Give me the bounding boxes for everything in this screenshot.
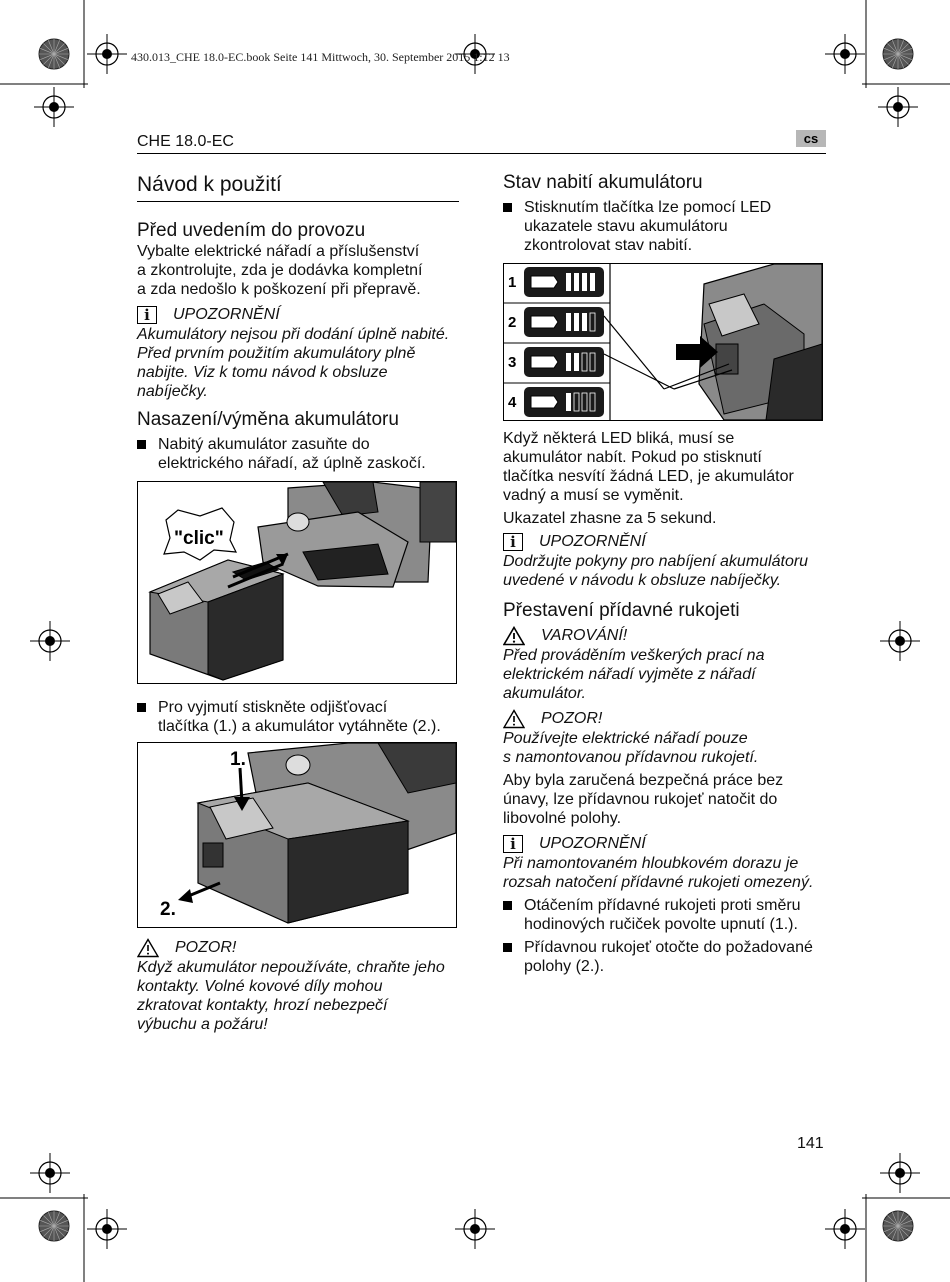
level-row-4 [508,387,604,417]
caution-heading [137,938,459,958]
notice-label: UPOZORNĚNÍ [173,306,280,323]
indicator-off-text: Ukazatel zhasne za 5 sekund. [503,510,717,527]
bullet-square [503,198,524,255]
page-number: 141 [797,1135,824,1152]
notice-text [137,325,459,401]
warning-triangle-icon [503,626,525,646]
notice-heading [137,305,459,325]
caution-label: POZOR! [541,710,603,727]
text-line: tlačítka nesvítí žádná LED, je akumulátor [503,468,794,485]
led-lit [566,273,571,291]
info-icon: i [503,533,523,551]
text-line: Před prováděním veškerých prací na [503,647,765,664]
warning-heading [503,626,826,646]
notice-text [503,552,826,590]
level-row-2 [508,307,604,337]
text-line: Stisknutím tlačítka lze pomocí LED [524,199,772,216]
warning-label: VAROVÁNÍ! [541,627,628,644]
list-item [137,435,459,473]
text-line: vadný a musí se vyměnit. [503,487,684,504]
notice-label: UPOZORNĚNÍ [539,835,646,852]
text-line: Otáčením přídavné rukojeti proti směru [524,897,801,914]
figure-battery-remove [137,742,457,928]
notice-heading [503,834,826,854]
led-lit [566,313,571,331]
level-number: 4 [508,394,517,411]
text-line: libovolné polohy. [503,810,622,827]
text-line: hodinových ručiček povolte upnutí (1.). [524,916,798,933]
text-line: ukazatele stavu akumulátoru [524,218,728,235]
text-line: Když akumulátor nepoužíváte, chraňte jeho [137,959,445,976]
info-icon: i [137,306,157,324]
led-lit [566,353,571,371]
text-line: akumulátor nabít. Pokud po stisknutí [503,449,762,466]
led-lit [582,273,587,291]
text-line: Aby byla zaručená bezpečná práce bez [503,772,784,789]
led-lit [574,353,579,371]
text-line: únavy, lze přídavnou rukojeť natočit do [503,791,778,808]
text-line: Když některá LED bliká, musí se [503,430,735,447]
text-line: akumulátor. [503,685,586,702]
text-line: a zda nedošlo k poškození při přepravě. [137,281,421,298]
text-line: uvedené v návodu k obsluze nabíječky. [503,572,782,589]
right-column [503,172,826,976]
book-file-line: 430.013_CHE 18.0-EC.book Seite 141 Mittwoch, 30. September 2015 1:12 13 [131,50,510,64]
notice-label: UPOZORNĚNÍ [539,533,646,550]
level-row-3 [508,347,604,377]
caution-text [137,958,459,1034]
notice-text [503,854,826,892]
setup-paragraph [137,242,459,299]
notice-heading [503,532,826,552]
text-line: s namontovanou přídavnou rukojetí. [503,749,759,766]
led-lit [574,313,579,331]
clic-label: "clic" [174,528,224,549]
led-blinking [566,393,571,411]
text-line: Před prvním použitím akumulátory plně [137,345,416,362]
led-explanation [503,429,826,505]
warning-triangle-icon [137,938,159,958]
caution-heading [503,709,826,729]
warning-triangle-icon [503,709,525,729]
header-rule [137,153,826,154]
level-number: 2 [508,314,517,331]
level-number: 1 [508,274,517,291]
text-line: Pro vyjmutí stiskněte odjišťovací [158,699,388,716]
charge-level-rows [504,267,610,417]
level-row-1 [508,267,604,297]
caution-text [503,729,826,767]
list-item [137,698,459,736]
page-title: Návod k použití [137,172,459,202]
text-line: elektrickém nářadí vyjměte z nářadí [503,666,756,683]
list-item [503,938,826,976]
section-heading-handle-adjust: Přestavení přídavné rukojeti [503,600,740,621]
handle-paragraph [503,771,826,828]
header-model: CHE 18.0-EC [137,133,234,150]
bullet-square [503,938,524,976]
level-number: 3 [508,354,517,371]
text-line: nabijte. Viz k tomu návod k obsluze [137,364,388,381]
language-badge: cs [796,130,826,147]
list-item [503,896,826,934]
text-line: kontakty. Volné kovové díly mohou [137,978,383,995]
led-lit [574,273,579,291]
text-line: Používejte elektrické nářadí pouze [503,730,748,747]
section-heading-battery-change: Nasazení/výměna akumulátoru [137,409,399,430]
text-line: tlačítka (1.) a akumulátor vytáhněte (2.). [158,718,441,735]
step-2-label: 2. [160,899,176,920]
text-line: a zkontrolujte, zda je dodávka kompletní [137,262,423,279]
text-line: elektrického nářadí, až úplně zaskočí. [158,455,426,472]
text-line: Akumulátory nejsou při dodání úplně nabité. [137,326,450,343]
text-line: Dodržujte pokyny pro nabíjení akumulátoru [503,553,809,570]
text-line: výbuchu a požáru! [137,1016,268,1033]
figure-battery-insert [137,481,457,684]
text-line: Nabitý akumulátor zasuňte do [158,436,370,453]
text-line: rozsah natočení přídavné rukojeti omezený. [503,874,814,891]
text-line: zkontrolovat stav nabití. [524,237,693,254]
warning-text [503,646,826,703]
led-lit [590,273,595,291]
led-lit [582,313,587,331]
section-heading-charge-state: Stav nabití akumulátoru [503,172,703,193]
text-line: zkratovat kontakty, hrozí nebezpečí [137,997,388,1014]
bullet-square [503,896,524,934]
bullet-square [137,435,158,473]
caution-label: POZOR! [175,939,237,956]
bullet-square [137,698,158,736]
list-item [503,198,826,255]
text-line: nabíječky. [137,383,208,400]
text-line: Při namontovaném hloubkovém dorazu je [503,855,799,872]
left-column [137,172,459,1034]
figure-charge-indicator [503,263,823,421]
text-line: polohy (2.). [524,958,605,975]
section-heading-setup: Před uvedením do provozu [137,220,366,241]
info-icon: i [503,835,523,853]
text-line: Vybalte elektrické nářadí a příslušenství [137,243,420,260]
step-1-label: 1. [230,749,246,770]
text-line: Přídavnou rukojeť otočte do požadované [524,939,813,956]
